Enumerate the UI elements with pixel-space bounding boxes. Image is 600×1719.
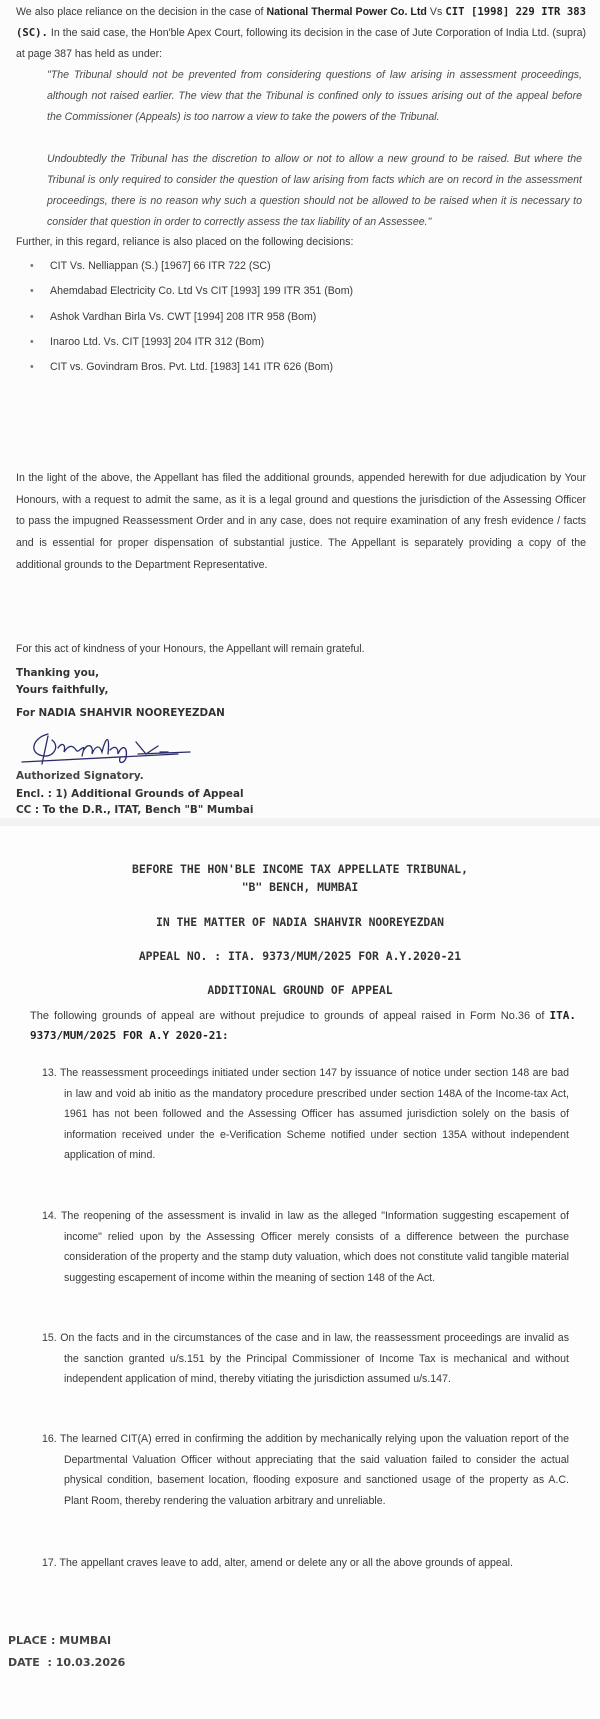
- for-line: For NADIA SHAHVIR NOOREYEZDAN: [16, 707, 225, 719]
- preface-text: The following grounds of appeal are without prejudice to grounds of appeal raised in Form No.36 of: [30, 1010, 550, 1022]
- appeal-number: APPEAL NO. : ITA. 9373/MUM/2025 FOR A.Y.2020-21: [138, 949, 462, 963]
- date-line: DATE : 10.03.2026: [8, 1656, 126, 1669]
- quote-paragraph-1: "The Tribunal should not be prevented from considering questions of law arising in assessment proceedings, although not raised earlier. The view that the Tribunal is confined only to issues arising out of the appeal before the Commissioner (Appeals) is too narrow a view to take the powers of the Tribunal.: [47, 69, 582, 123]
- enclosure-line: Encl. : 1) Additional Grounds of Appeal: [16, 788, 244, 800]
- ground-text: The appellant craves leave to add, alter, amend or delete any or all the above grounds of appeal.: [59, 1557, 513, 1569]
- kindness-text: For this act of kindness of your Honours, the Appellant will remain grateful.: [16, 643, 365, 655]
- further-text: Further, in this regard, reliance is also placed on the following decisions:: [16, 236, 354, 248]
- ground-15: [42, 1328, 569, 1390]
- preface-paragraph: [30, 1006, 576, 1046]
- ground-number: 16.: [42, 1433, 57, 1445]
- ground-text: The reopening of the assessment is invalid in law as the alleged "Information suggesting escapement of income" relied upon by the Assessing Officer merely consists of a difference between the purchase consideration of the property and the stamp duty valuation, which does not constitute valid tangible material suggesting escapement of income within the meaning of section 148 of the Act.: [60, 1210, 569, 1284]
- case-citation: CIT [1998] 229 ITR 383 (SC).: [16, 6, 587, 39]
- intro-rest: In the said case, the Hon'ble Apex Court, following its decision in the case of Jute Corporation of India Ltd. (supra) at page 387 has held as under:: [16, 27, 586, 60]
- page-divider: [0, 818, 600, 826]
- quote-paragraph-2: Undoubtedly the Tribunal has the discretion to allow or not to allow a new ground to be raised. But where the Tribunal is only required to consider the question of law arising from facts which are on record in the assessment proceedings, there is no reason why such a question should not be allowed to be raised when it is necessary to consider that question in order to correctly assess the tax liability of an Assessee.": [47, 153, 582, 228]
- light-paragraph: In the light of the above, the Appellant has filed the additional grounds, appended herewith for due adjudication by Your Honours, with a request to admit the same, as it is a legal ground and questions the jurisdiction of the Assessing Officer to pass the impugned Reassessment Order and in any case, does not require examination of any fresh evidence / facts and is essential for proper dispensation of substantial justice. The Appellant is separately providing a copy of the additional grounds to the Department Representative.: [16, 472, 586, 571]
- place-line: PLACE : MUMBAI: [8, 1634, 112, 1647]
- grounds-page: [0, 826, 600, 1719]
- preface-appeal-ref: ITA. 9373/MUM/2025 FOR A.Y 2020-21:: [30, 1009, 576, 1042]
- authorized-signatory: Authorized Signatory.: [16, 770, 144, 782]
- ground-16: [42, 1429, 569, 1511]
- signature-image: [18, 724, 208, 770]
- ground-number: 17.: [42, 1557, 57, 1569]
- yours-text: Yours faithfully,: [16, 684, 109, 696]
- ground-13: [42, 1063, 569, 1166]
- decisions-list: [16, 254, 576, 380]
- list-item: • Ashok Vardhan Birla Vs. CWT [1994] 208 ITR 958 (Bom): [16, 305, 576, 330]
- ground-text: On the facts and in the circumstances of the case and in law, the reassessment proceedings are invalid as the sanction granted u/s.151 by the Principal Commissioner of Income Tax is mechanical and without independent application of mind, thereby vitiating the jurisdiction assumed u/s.147.: [60, 1332, 569, 1385]
- cc-line: CC : To the D.R., ITAT, Bench "B" Mumbai: [16, 804, 254, 816]
- ground-number: 13.: [42, 1067, 57, 1079]
- thanking-text: Thanking you,: [16, 667, 100, 679]
- ground-text: The learned CIT(A) erred in confirming the addition by mechanically relying upon the valuation report of the Departmental Valuation Officer without appreciating that the said valuation failed to consider the actual physical condition, basement location, flooding exposure and sanctioned usage of the property as A.C. Plant Room, thereby rendering the valuation arbitrary and unreliable.: [59, 1433, 569, 1507]
- list-item: • Ahemdabad Electricity Co. Ltd Vs CIT [1993] 199 ITR 351 (Bom): [16, 279, 576, 304]
- letter-page: [0, 0, 600, 818]
- intro-paragraph: [16, 2, 586, 65]
- ground-number: 14.: [42, 1210, 57, 1222]
- tribunal-heading: BEFORE THE HON'BLE INCOME TAX APPELLATE TRIBUNAL,: [131, 862, 469, 876]
- list-item: • CIT Vs. Nelliappan (S.) [1967] 66 ITR 722 (SC): [16, 254, 576, 279]
- ground-14: [42, 1206, 569, 1288]
- list-item: • CIT vs. Govindram Bros. Pvt. Ltd. [1983] 141 ITR 626 (Bom): [16, 355, 576, 380]
- case-name: National Thermal Power Co. Ltd: [266, 6, 427, 18]
- additional-ground-title: ADDITIONAL GROUND OF APPEAL: [207, 983, 393, 997]
- intro-vs: Vs: [426, 6, 446, 18]
- matter-heading: IN THE MATTER OF NADIA SHAHVIR NOOREYEZDAN: [155, 915, 445, 929]
- intro-text: We also place reliance on the decision in the case of: [16, 6, 267, 18]
- list-item: • Inaroo Ltd. Vs. CIT [1993] 204 ITR 312 (Bom): [16, 330, 576, 355]
- ground-text: The reassessment proceedings initiated under section 147 by issuance of notice under section 148 are bad in law and void ab initio as the mandatory procedure prescribed under section 148A of the Income-tax Act, 1961 has not been followed and the Assessing Officer has assumed jurisdiction solely on the basis of information received under the e-Verification Scheme notified under section 135A without independent application of mind.: [59, 1067, 569, 1161]
- bench-heading: "B" BENCH, MUMBAI: [241, 880, 359, 894]
- ground-17: [42, 1553, 569, 1574]
- ground-number: 15.: [42, 1332, 57, 1344]
